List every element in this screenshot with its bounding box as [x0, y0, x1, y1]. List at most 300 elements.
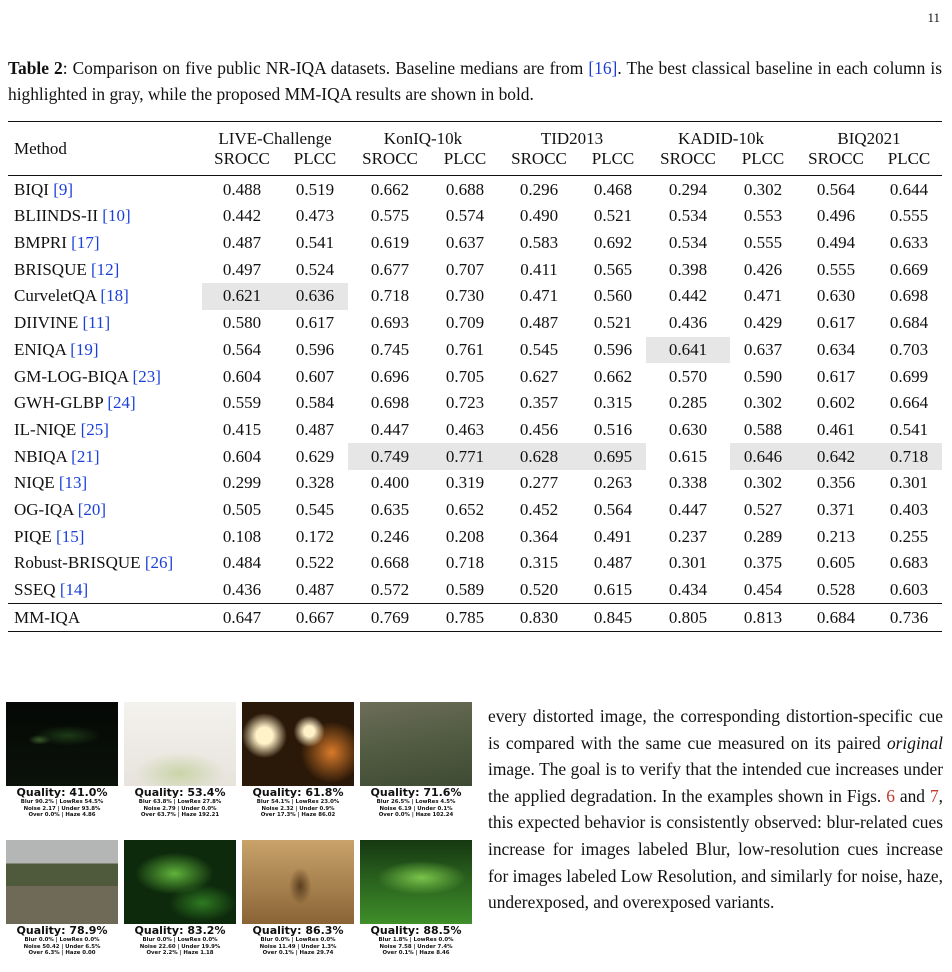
method-name: BMPRI — [14, 233, 67, 253]
value-cell: 0.662 — [370, 179, 410, 199]
value-cell: 0.628 — [498, 443, 580, 470]
method-cell — [8, 283, 202, 310]
table-row — [8, 363, 942, 390]
value-cell: 0.516 — [593, 419, 633, 439]
metric-header-srocc: SROCC — [348, 149, 432, 176]
method-name: IL-NIQE — [14, 419, 77, 439]
value-cell: 0.574 — [445, 206, 485, 226]
value-cell: 0.565 — [593, 259, 633, 279]
value-cell: 0.338 — [668, 473, 708, 493]
value-cell: 0.684 — [796, 604, 876, 632]
quality-score: Quality: 53.4% — [134, 786, 226, 799]
method-name: GM-LOG-BIQA — [14, 366, 129, 386]
value-cell: 0.617 — [816, 313, 856, 333]
value-cell: 0.398 — [668, 259, 708, 279]
value-cell: 0.172 — [295, 526, 335, 546]
distortion-stats: Blur 90.2% | LowRes 54.5% — [20, 799, 104, 805]
example-tile — [6, 840, 118, 968]
value-cell: 0.213 — [816, 526, 856, 546]
table-row — [8, 417, 942, 444]
table-row — [8, 523, 942, 550]
value-cell: 0.684 — [889, 313, 929, 333]
value-cell: 0.590 — [743, 366, 783, 386]
citation-link[interactable]: [14] — [59, 580, 89, 600]
value-cell: 0.629 — [295, 446, 335, 466]
distortion-stats: Over 2.2% | Haze 1.18 — [146, 950, 214, 957]
value-cell: 0.255 — [889, 526, 929, 546]
figure-link[interactable]: 6 — [886, 785, 895, 806]
value-cell: 0.527 — [743, 499, 783, 519]
value-cell: 0.496 — [816, 206, 856, 226]
method-name: BRISQUE — [14, 259, 87, 279]
body-paragraph — [488, 703, 943, 916]
value-cell: 0.683 — [889, 553, 929, 573]
example-image — [360, 840, 472, 924]
method-name: BIQI — [14, 179, 49, 199]
value-cell: 0.635 — [370, 499, 410, 519]
value-cell: 0.522 — [295, 553, 335, 573]
value-cell: 0.696 — [370, 366, 410, 386]
value-cell: 0.604 — [222, 366, 262, 386]
value-cell: 0.285 — [668, 393, 708, 413]
value-cell: 0.426 — [743, 259, 783, 279]
value-cell: 0.301 — [668, 553, 708, 573]
example-image — [6, 702, 118, 786]
value-cell: 0.473 — [295, 206, 335, 226]
value-cell: 0.497 — [222, 259, 262, 279]
value-cell: 0.596 — [593, 339, 633, 359]
example-tile — [242, 840, 354, 968]
method-cell — [8, 390, 202, 417]
value-cell: 0.617 — [816, 366, 856, 386]
value-cell: 0.699 — [889, 366, 929, 386]
metric-header-srocc: SROCC — [202, 149, 282, 176]
value-cell: 0.371 — [816, 499, 856, 519]
value-cell: 0.521 — [593, 206, 633, 226]
value-cell: 0.442 — [668, 286, 708, 306]
value-cell: 0.771 — [432, 443, 498, 470]
metric-header-plcc: PLCC — [282, 149, 348, 176]
value-cell: 0.302 — [743, 393, 783, 413]
method-name: MM-IQA — [8, 604, 202, 632]
value-cell: 0.564 — [816, 179, 856, 199]
value-cell: 0.553 — [743, 206, 783, 226]
method-cell — [8, 363, 202, 390]
value-cell: 0.830 — [498, 604, 580, 632]
metric-header-srocc: SROCC — [646, 149, 730, 176]
value-cell: 0.315 — [519, 553, 559, 573]
value-cell: 0.463 — [445, 419, 485, 439]
method-cell — [8, 203, 202, 230]
method-name: GWH-GLBP — [14, 393, 104, 413]
method-header: Method — [8, 122, 202, 176]
distortion-stats: Over 0.0% | Haze 4.86 — [28, 812, 96, 819]
table-row — [8, 203, 942, 230]
method-cell — [8, 176, 202, 203]
value-cell: 0.588 — [743, 419, 783, 439]
value-cell: 0.583 — [519, 233, 559, 253]
example-tile — [6, 702, 118, 830]
value-cell: 0.693 — [370, 313, 410, 333]
value-cell: 0.436 — [668, 313, 708, 333]
value-cell: 0.357 — [519, 393, 559, 413]
value-cell: 0.299 — [222, 473, 262, 493]
value-cell: 0.484 — [222, 553, 262, 573]
value-cell: 0.429 — [743, 313, 783, 333]
distortion-stats: Noise 2.17 | Under 93.8% — [23, 805, 101, 812]
value-cell: 0.646 — [730, 443, 796, 470]
value-cell: 0.555 — [889, 206, 929, 226]
value-cell: 0.615 — [668, 446, 708, 466]
dataset-header: KADID-10k — [646, 122, 796, 149]
body-text-2: image. The goal is to verify that the intended cue increases under the applied degradation. In the examples shown in Figs. — [488, 759, 943, 806]
value-cell: 0.541 — [889, 419, 929, 439]
value-cell: 0.296 — [519, 179, 559, 199]
value-cell: 0.487 — [222, 233, 262, 253]
citation-link[interactable]: [17] — [71, 233, 100, 253]
value-cell: 0.505 — [222, 499, 262, 519]
value-cell: 0.637 — [743, 339, 783, 359]
value-cell: 0.604 — [222, 446, 262, 466]
value-cell: 0.845 — [580, 604, 646, 632]
value-cell: 0.468 — [593, 179, 633, 199]
value-cell: 0.277 — [519, 473, 559, 493]
quality-examples-figure — [6, 702, 476, 967]
value-cell: 0.769 — [348, 604, 432, 632]
value-cell: 0.364 — [519, 526, 559, 546]
value-cell: 0.315 — [593, 393, 633, 413]
value-cell: 0.636 — [282, 283, 348, 310]
value-cell: 0.570 — [668, 366, 708, 386]
value-cell: 0.695 — [580, 443, 646, 470]
value-cell: 0.652 — [445, 499, 485, 519]
value-cell: 0.528 — [816, 580, 856, 600]
value-cell: 0.644 — [889, 179, 929, 199]
value-cell: 0.709 — [445, 313, 485, 333]
value-cell: 0.490 — [519, 206, 559, 226]
distortion-stats: Noise 2.32 | Under 0.9% — [261, 805, 335, 812]
quality-score: Quality: 83.2% — [134, 924, 226, 937]
citation-link[interactable]: [20] — [77, 499, 107, 519]
table-row — [8, 176, 942, 203]
value-cell: 0.584 — [295, 393, 335, 413]
table-row — [8, 230, 942, 257]
value-cell: 0.555 — [816, 259, 856, 279]
value-cell: 0.263 — [593, 473, 633, 493]
method-name: PIQE — [14, 526, 52, 546]
value-cell: 0.534 — [668, 206, 708, 226]
value-cell: 0.471 — [743, 286, 783, 306]
distortion-stats: Blur 0.0% | LowRes 0.0% — [260, 937, 336, 943]
citation-link[interactable]: [19] — [70, 339, 99, 359]
example-image — [124, 702, 236, 786]
method-cell — [8, 550, 202, 577]
value-cell: 0.452 — [519, 499, 559, 519]
table-row — [8, 256, 942, 283]
value-cell: 0.534 — [668, 233, 708, 253]
value-cell: 0.641 — [646, 337, 730, 364]
table-row — [8, 390, 942, 417]
value-cell: 0.454 — [743, 580, 783, 600]
value-cell: 0.208 — [445, 526, 485, 546]
distortion-stats: Over 63.7% | Haze 192.21 — [140, 812, 220, 819]
value-cell: 0.237 — [668, 526, 708, 546]
example-image — [242, 702, 354, 786]
distortion-stats: Noise 50.42 | Under 6.5% — [23, 943, 101, 950]
value-cell: 0.545 — [519, 339, 559, 359]
metric-header-srocc: SROCC — [796, 149, 876, 176]
value-cell: 0.596 — [295, 339, 335, 359]
citation-link[interactable]: [26] — [144, 553, 174, 573]
value-cell: 0.356 — [816, 473, 856, 493]
value-cell: 0.707 — [445, 259, 485, 279]
value-cell: 0.617 — [295, 313, 335, 333]
distortion-stats: Noise 2.79 | Under 0.0% — [143, 805, 217, 812]
citation-link[interactable]: [25] — [80, 419, 109, 439]
value-cell: 0.619 — [370, 233, 410, 253]
dataset-header: KonIQ-10k — [348, 122, 498, 149]
distortion-stats: Blur 63.8% | LowRes 27.8% — [138, 799, 222, 805]
method-cell — [8, 310, 202, 337]
distortion-stats: Blur 0.0% | LowRes 0.0% — [142, 937, 218, 943]
value-cell: 0.633 — [889, 233, 929, 253]
method-name: CurveletQA — [14, 286, 97, 306]
example-image — [360, 702, 472, 786]
value-cell: 0.589 — [445, 580, 485, 600]
value-cell: 0.447 — [668, 499, 708, 519]
value-cell: 0.289 — [743, 526, 783, 546]
value-cell: 0.442 — [222, 206, 262, 226]
value-cell: 0.545 — [295, 499, 335, 519]
example-image — [6, 840, 118, 924]
quality-score: Quality: 86.3% — [252, 924, 344, 937]
value-cell: 0.603 — [889, 580, 929, 600]
citation-link[interactable]: [15] — [56, 526, 85, 546]
value-cell: 0.805 — [646, 604, 730, 632]
distortion-stats: Over 0.0% | Haze 102.24 — [378, 812, 454, 819]
method-cell — [8, 497, 202, 524]
distortion-stats: Blur 1.8% | LowRes 0.0% — [378, 937, 454, 943]
value-cell: 0.718 — [445, 553, 485, 573]
value-cell: 0.319 — [445, 473, 485, 493]
body-text-emphasis: original — [886, 732, 943, 753]
quality-score: Quality: 71.6% — [370, 786, 462, 799]
citation-link[interactable]: [11] — [82, 313, 111, 333]
value-cell: 0.634 — [816, 339, 856, 359]
table-row — [8, 283, 942, 310]
method-cell — [8, 443, 202, 470]
example-tile — [242, 702, 354, 830]
example-tile — [360, 702, 472, 830]
value-cell: 0.761 — [445, 339, 485, 359]
value-cell: 0.736 — [876, 604, 942, 632]
value-cell: 0.637 — [445, 233, 485, 253]
table-row — [8, 550, 942, 577]
distortion-stats: Over 6.3% | Haze 0.00 — [28, 950, 96, 957]
value-cell: 0.302 — [743, 179, 783, 199]
method-cell — [8, 470, 202, 497]
table-row — [8, 337, 942, 364]
table-row — [8, 470, 942, 497]
value-cell: 0.560 — [593, 286, 633, 306]
method-name: NBIQA — [14, 446, 67, 466]
dataset-header: TID2013 — [498, 122, 646, 149]
distortion-stats: Noise 7.58 | Under 7.4% — [379, 943, 453, 950]
figure-link[interactable]: 7 — [929, 785, 939, 806]
value-cell: 0.520 — [519, 580, 559, 600]
value-cell: 0.572 — [370, 580, 410, 600]
metric-header-plcc: PLCC — [876, 149, 942, 176]
value-cell: 0.415 — [222, 419, 262, 439]
value-cell: 0.730 — [445, 286, 485, 306]
value-cell: 0.301 — [889, 473, 929, 493]
value-cell: 0.669 — [889, 259, 929, 279]
value-cell: 0.403 — [889, 499, 929, 519]
value-cell: 0.494 — [816, 233, 856, 253]
citation-link[interactable]: [18] — [100, 286, 129, 306]
value-cell: 0.487 — [519, 313, 559, 333]
value-cell: 0.692 — [593, 233, 633, 253]
value-cell: 0.630 — [816, 286, 856, 306]
table-row — [8, 577, 942, 604]
example-tile — [360, 840, 472, 968]
value-cell: 0.411 — [520, 259, 558, 279]
value-cell: 0.667 — [282, 604, 348, 632]
value-cell: 0.302 — [743, 473, 783, 493]
dataset-header: BIQ2021 — [796, 122, 942, 149]
distortion-stats: Over 17.3% | Haze 86.02 — [260, 812, 336, 819]
value-cell: 0.621 — [202, 283, 282, 310]
method-name: NIQE — [14, 473, 55, 493]
value-cell: 0.559 — [222, 393, 262, 413]
method-name: BLIINDS-II — [14, 206, 99, 226]
example-tile — [124, 702, 236, 830]
value-cell: 0.524 — [295, 259, 335, 279]
method-name: DIIVINE — [14, 313, 79, 333]
method-cell — [8, 523, 202, 550]
citation-link[interactable]: [9] — [53, 179, 74, 199]
results-table — [8, 121, 942, 632]
page-number: 11 — [927, 10, 940, 25]
value-cell: 0.541 — [295, 233, 335, 253]
citation-link[interactable]: [21] — [71, 446, 100, 466]
body-text-3: and — [894, 785, 930, 806]
value-cell: 0.328 — [295, 473, 335, 493]
value-cell: 0.564 — [593, 499, 633, 519]
method-cell — [8, 256, 202, 283]
value-cell: 0.400 — [370, 473, 410, 493]
dataset-header: LIVE-Challenge — [202, 122, 348, 149]
value-cell: 0.718 — [370, 286, 410, 306]
value-cell: 0.564 — [222, 339, 262, 359]
example-image — [242, 840, 354, 924]
value-cell: 0.745 — [370, 339, 410, 359]
metric-header-plcc: PLCC — [580, 149, 646, 176]
value-cell: 0.705 — [445, 366, 485, 386]
method-cell — [8, 417, 202, 444]
distortion-stats: Blur 54.1% | LowRes 23.0% — [256, 799, 340, 805]
distortion-stats: Noise 6.19 | Under 0.1% — [379, 805, 453, 812]
method-cell — [8, 577, 202, 604]
citation-link[interactable]: [10] — [102, 206, 131, 226]
value-cell: 0.246 — [370, 526, 410, 546]
value-cell: 0.703 — [889, 339, 929, 359]
value-cell: 0.108 — [222, 526, 262, 546]
value-cell: 0.662 — [593, 366, 633, 386]
value-cell: 0.668 — [370, 553, 410, 573]
metric-header-plcc: PLCC — [432, 149, 498, 176]
metric-header-plcc: PLCC — [730, 149, 796, 176]
table-caption — [8, 55, 942, 107]
method-name: Robust-BRISQUE — [14, 553, 141, 573]
method-cell — [8, 230, 202, 257]
value-cell: 0.436 — [222, 580, 262, 600]
value-cell: 0.664 — [889, 393, 929, 413]
method-name: ENIQA — [14, 339, 66, 359]
example-image — [124, 840, 236, 924]
table-row — [8, 443, 942, 470]
caption-text-1: : Comparison on five public NR-IQA datasets. Baseline medians are from — [62, 58, 589, 78]
citation-link[interactable]: [24] — [107, 393, 136, 413]
value-cell: 0.471 — [519, 286, 559, 306]
caption-citation-link[interactable]: [16] — [588, 58, 618, 78]
value-cell: 0.488 — [222, 179, 262, 199]
method-cell — [8, 337, 202, 364]
caption-text-2: . The best classical baseline in each column is highlighted in gray, while the proposed MM-IQA results are shown in bold. — [8, 58, 942, 104]
proposed-method-row — [8, 604, 942, 632]
distortion-stats: Blur 26.5% | LowRes 4.5% — [376, 799, 456, 805]
citation-link[interactable]: [23] — [132, 366, 161, 386]
value-cell: 0.456 — [519, 419, 559, 439]
value-cell: 0.785 — [432, 604, 498, 632]
value-cell: 0.813 — [730, 604, 796, 632]
value-cell: 0.615 — [593, 580, 633, 600]
value-cell: 0.519 — [295, 179, 335, 199]
value-cell: 0.521 — [593, 313, 633, 333]
distortion-stats: Blur 0.0% | LowRes 0.0% — [24, 937, 100, 943]
method-name: SSEQ — [14, 580, 56, 600]
value-cell: 0.630 — [668, 419, 708, 439]
quality-score: Quality: 88.5% — [370, 924, 462, 937]
value-cell: 0.375 — [743, 553, 783, 573]
value-cell: 0.447 — [370, 419, 410, 439]
distortion-stats: Noise 11.49 | Under 1.3% — [259, 943, 337, 950]
value-cell: 0.749 — [348, 443, 432, 470]
table-row — [8, 497, 942, 524]
citation-link[interactable]: [12] — [90, 259, 120, 279]
value-cell: 0.698 — [370, 393, 410, 413]
caption-label: Table 2 — [8, 58, 63, 78]
value-cell: 0.642 — [796, 443, 876, 470]
distortion-stats: Over 0.1% | Haze 29.74 — [262, 950, 334, 957]
value-cell: 0.487 — [295, 580, 335, 600]
body-text-1: every distorted image, the corresponding distortion-specific cue is compared with the same cue measured on its paired — [488, 706, 943, 753]
body-text-4: , this expected behavior is consistently observed: blur-related cues increase for images labeled Blur, low-resolution cues increase for images labeled Low Resolution, and similarly for noise, haze, underexposed, and overexposed variants. — [488, 785, 943, 913]
value-cell: 0.718 — [876, 443, 942, 470]
value-cell: 0.688 — [445, 179, 485, 199]
value-cell: 0.647 — [202, 604, 282, 632]
value-cell: 0.555 — [743, 233, 783, 253]
citation-link[interactable]: [13] — [58, 473, 88, 493]
value-cell: 0.575 — [370, 206, 410, 226]
table-row — [8, 310, 942, 337]
value-cell: 0.294 — [668, 179, 708, 199]
value-cell: 0.434 — [668, 580, 708, 600]
quality-score: Quality: 41.0% — [16, 786, 108, 799]
value-cell: 0.461 — [816, 419, 856, 439]
value-cell: 0.607 — [295, 366, 335, 386]
value-cell: 0.580 — [222, 313, 262, 333]
